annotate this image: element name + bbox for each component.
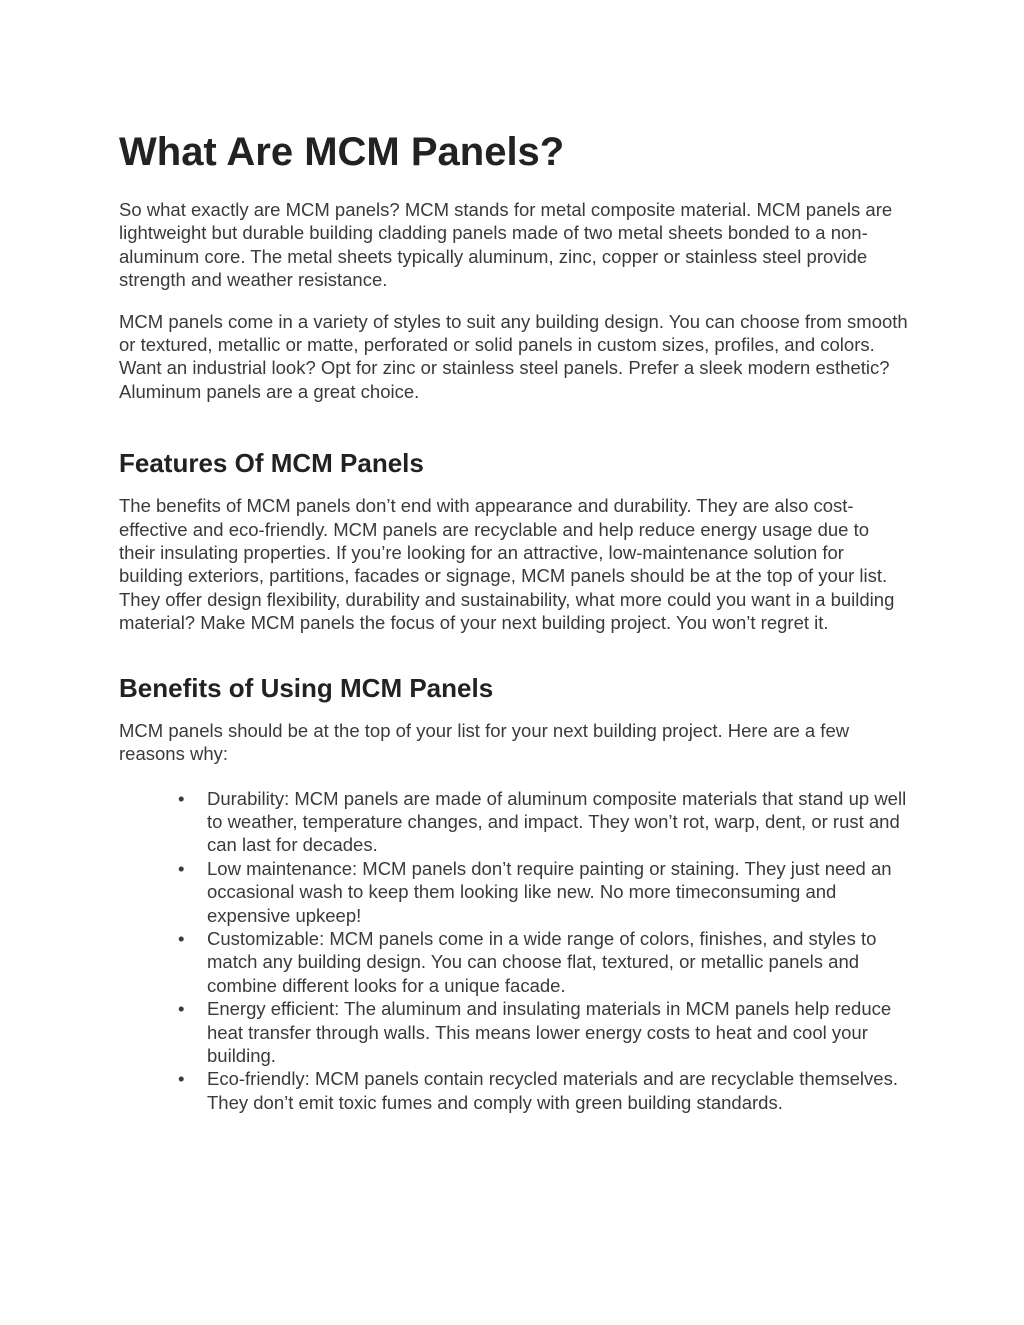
bullet-icon: • (178, 927, 185, 949)
benefits-heading: Benefits of Using MCM Panels (119, 672, 494, 703)
list-item (178, 857, 907, 927)
bullet-icon: • (178, 857, 185, 879)
intro-paragraph-1: So what exactly are MCM panels? MCM stands for metal composite material. MCM panels are lightweight but durable building cladding panels made of two metal sheets bonded to a non-aluminum core. The metal sheets typically aluminum, zinc, copper or stainless steel provide strength and weather resistance. (119, 199, 893, 291)
bullet-icon: • (178, 787, 185, 809)
intro-paragraph-2: MCM panels come in a variety of styles to suit any building design. You can choose from smooth or textured, metallic or matte, perforated or solid panels in custom sizes, profiles, and colors. Want an industrial look? Opt for zinc or stainless steel panels. Prefer a sleek modern esthetic? Aluminum panels are a great choice. (119, 310, 908, 402)
list-item-text: Low maintenance: MCM panels don’t require painting or staining. They just need an occasional wash to keep them looking like new. No more timeconsuming and expensive upkeep! (207, 857, 892, 926)
benefits-list (119, 787, 907, 1115)
bullet-icon: • (178, 998, 185, 1020)
list-item-text: Energy efficient: The aluminum and insulating materials in MCM panels help reduce heat transfer through walls. This means lower energy costs to heat and cool your building. (207, 998, 892, 1066)
list-item (178, 997, 907, 1067)
page-title: What Are MCM Panels? (119, 130, 565, 174)
list-item-text: Durability: MCM panels are made of aluminum composite materials that stand up well to weather, temperature changes, and impact. They won’t rot, warp, dent, or rust and can last for decades. (207, 787, 907, 856)
features-paragraph: The benefits of MCM panels don’t end with appearance and durability. They are also cost-effective and eco-friendly. MCM panels are recyclable and help reduce energy usage due to their insulating properties. If you’re looking for an attractive, low-maintenance solution for building exteriors, partitions, facades or signage, MCM panels should be at the top of your list. They offer design flexibility, durability and sustainability, what more could you want in a building material? Make MCM panels the focus of your next building project. You won’t regret it. (119, 495, 895, 634)
bullet-icon: • (178, 1068, 185, 1090)
features-heading: Features Of MCM Panels (119, 448, 424, 479)
list-item (178, 927, 907, 997)
benefits-paragraph: MCM panels should be at the top of your list for your next building project. Here are a few reasons why: (119, 719, 850, 765)
list-item (178, 787, 907, 857)
document-page (119, 128, 909, 1114)
list-item (178, 1067, 907, 1114)
list-item-text: Customizable: MCM panels come in a wide range of colors, finishes, and styles to match any building design. You can choose flat, textured, or metallic panels and combine different looks for a unique facade. (207, 927, 877, 996)
list-item-text: Eco-friendly: MCM panels contain recycled materials and are recyclable themselves. They don’t emit toxic fumes and comply with green building standards. (207, 1068, 898, 1113)
